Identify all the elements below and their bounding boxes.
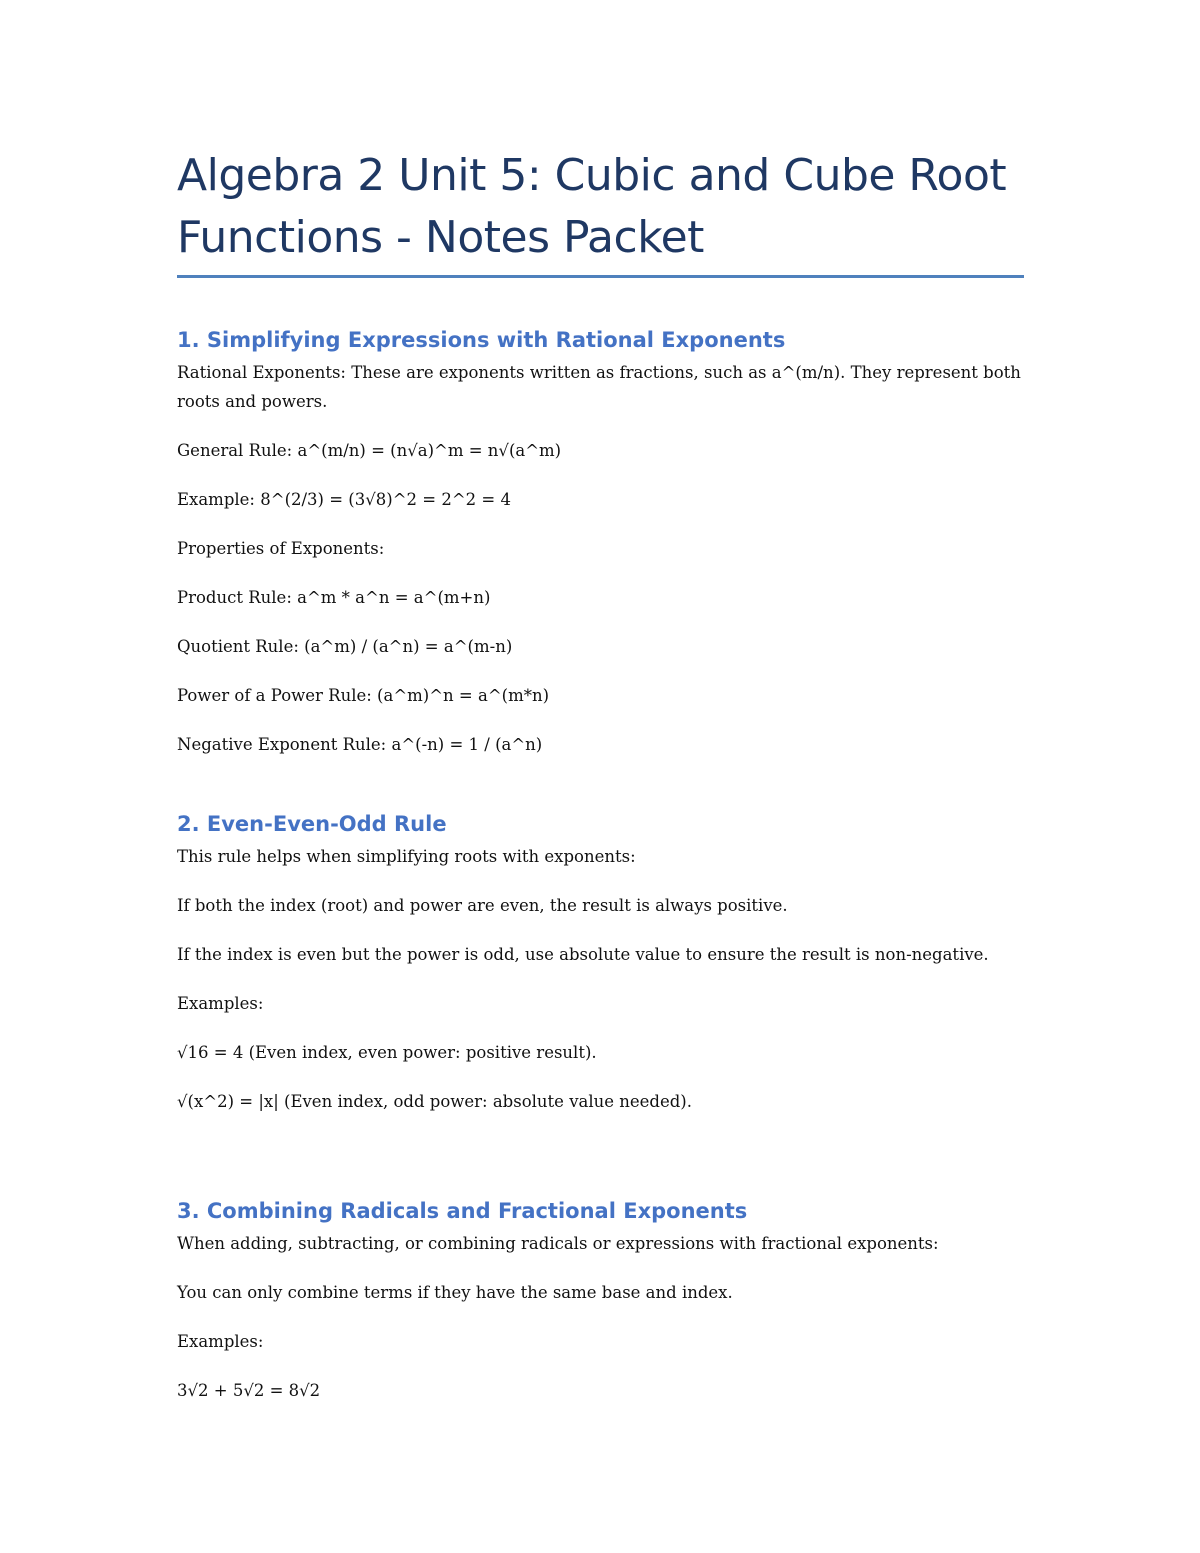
paragraph: Product Rule: a^m * a^n = a^(m+n)	[177, 588, 491, 607]
paragraph: You can only combine terms if they have the same base and index.	[177, 1283, 733, 1302]
paragraph: General Rule: a^(m/n) = (n√a)^m = n√(a^m)	[177, 441, 562, 460]
page-title: Algebra 2 Unit 5: Cubic and Cube Root Functions - Notes Packet	[177, 150, 1007, 263]
paragraph: Quotient Rule: (a^m) / (a^n) = a^(m-n)	[177, 637, 513, 656]
paragraph: Negative Exponent Rule: a^(-n) = 1 / (a^n)	[177, 735, 543, 754]
paragraph: Rational Exponents: These are exponents written as fractions, such as a^(m/n). They represent both roots and powers.	[177, 363, 1021, 411]
section-heading: 3. Combining Radicals and Fractional Exponents	[177, 1199, 748, 1223]
paragraph: This rule helps when simplifying roots with exponents:	[177, 847, 636, 866]
paragraph: √(x^2) = |x| (Even index, odd power: absolute value needed).	[177, 1092, 692, 1111]
paragraph: Example: 8^(2/3) = (3√8)^2 = 2^2 = 4	[177, 490, 511, 509]
section-heading: 1. Simplifying Expressions with Rational Exponents	[177, 328, 786, 352]
title-underline	[177, 275, 1024, 278]
paragraph: Examples:	[177, 1332, 264, 1351]
paragraph: 3√2 + 5√2 = 8√2	[177, 1381, 321, 1400]
paragraph: Properties of Exponents:	[177, 539, 385, 558]
section-combining-radicals	[177, 1197, 1024, 1405]
paragraph: If both the index (root) and power are even, the result is always positive.	[177, 896, 788, 915]
section-even-even-odd-rule	[177, 810, 1024, 1116]
document-page	[177, 145, 1024, 278]
paragraph: Examples:	[177, 994, 264, 1013]
paragraph: If the index is even but the power is odd, use absolute value to ensure the result is non-negative.	[177, 945, 989, 964]
section-heading: 2. Even-Even-Odd Rule	[177, 812, 447, 836]
paragraph: √16 = 4 (Even index, even power: positive result).	[177, 1043, 597, 1062]
section-rational-exponents	[177, 326, 1024, 759]
paragraph: Power of a Power Rule: (a^m)^n = a^(m*n)	[177, 686, 550, 705]
paragraph: When adding, subtracting, or combining radicals or expressions with fractional exponents:	[177, 1234, 939, 1253]
